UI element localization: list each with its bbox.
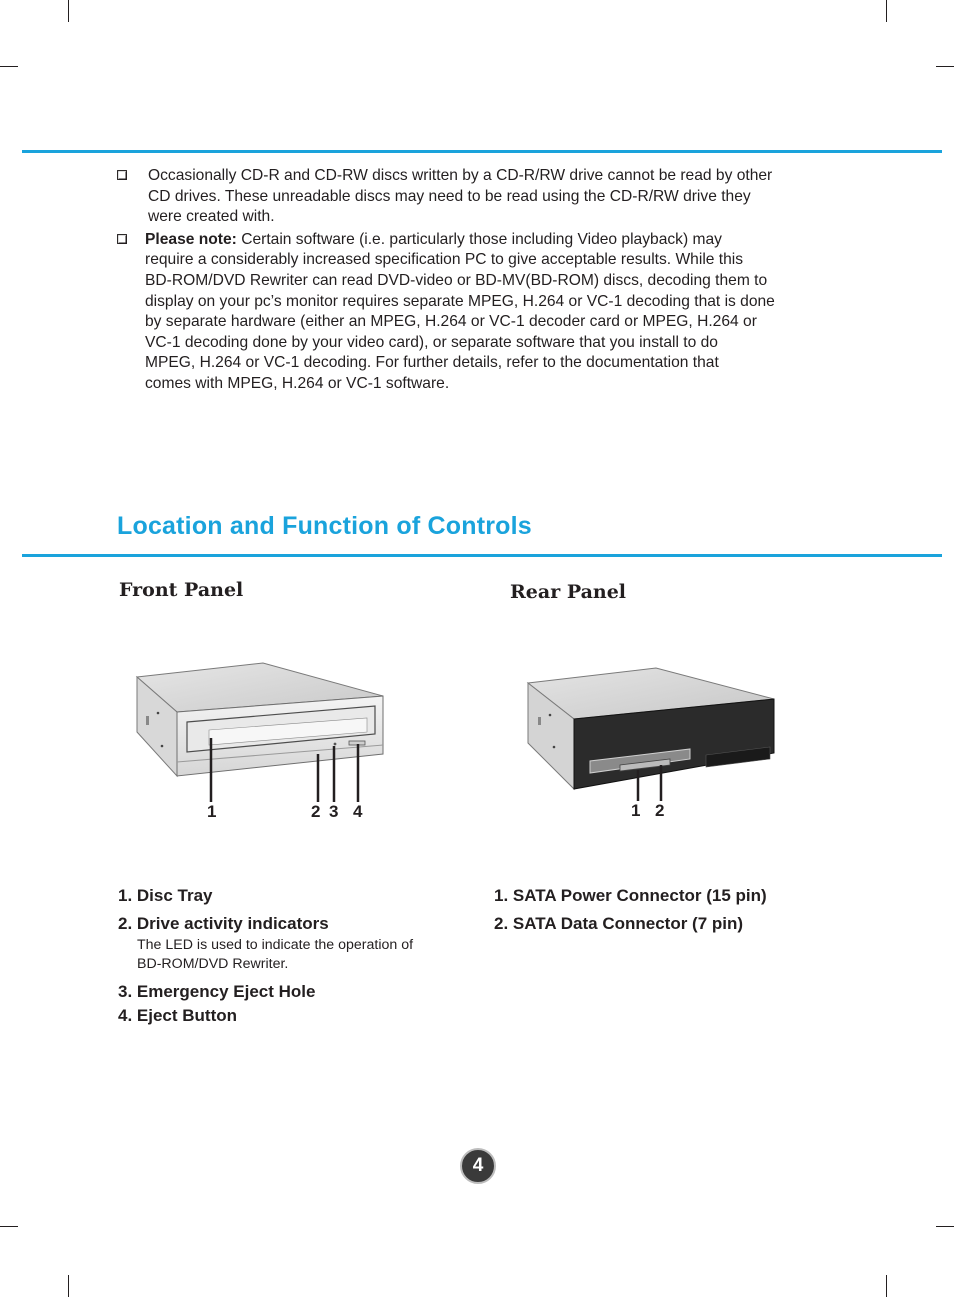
square-bullet-icon bbox=[117, 234, 127, 244]
crop-mark bbox=[0, 1226, 18, 1227]
callout-number: 2 bbox=[311, 802, 321, 821]
callout-number: 3 bbox=[329, 802, 339, 821]
callout-number: 2 bbox=[655, 801, 665, 820]
eject-hole-shape bbox=[334, 743, 337, 746]
list-item-note: The LED is used to indicate the operation of BD-ROM/DVD Rewriter. bbox=[137, 937, 414, 972]
crop-mark bbox=[886, 0, 887, 22]
note-item bbox=[117, 230, 842, 395]
list-item: 2. Drive activity indicators bbox=[118, 914, 329, 933]
note-bold-prefix: Please note: bbox=[145, 230, 242, 248]
note-text bbox=[145, 230, 842, 395]
callout-number: 1 bbox=[631, 801, 641, 820]
front-panel-diagram bbox=[125, 650, 415, 825]
crop-mark bbox=[68, 0, 69, 22]
list-item: 2. SATA Data Connector (7 pin) bbox=[494, 914, 744, 933]
note-item bbox=[117, 166, 842, 228]
section-title: Location and Function of Controls bbox=[117, 512, 532, 540]
front-panel-list bbox=[118, 884, 458, 1028]
callout-number: 1 bbox=[207, 802, 217, 821]
page-number-badge: 4 bbox=[460, 1148, 496, 1184]
section-rule bbox=[22, 554, 942, 557]
note-body: Certain software (i.e. particularly those including Video playback) may require a considerably increased specification PC to give acceptable results. While this BD-ROM/DVD Rewriter can read DVD-video or BD-MV(BD-ROM) discs, decoding them to display on your pc’s monitor requires separate MPEG, H.264 or VC-1 decoding that is done by separate hardware (either an MPEG, H.264 or VC-1 decoder card or MPEG, H.264 or VC-1 decoding done by your video card), or separate software that you install to do MPEG, H.264 or VC-1 decoding. For further details, refer to the documentation that comes with MPEG, H.264 or VC-1 software. bbox=[145, 230, 775, 392]
list-item: 1. SATA Power Connector (15 pin) bbox=[494, 886, 767, 905]
notes-list bbox=[117, 166, 842, 397]
header-rule bbox=[22, 150, 942, 153]
rear-panel-title: Rear Panel bbox=[510, 581, 627, 603]
list-item: 4. Eject Button bbox=[118, 1006, 238, 1025]
crop-mark bbox=[68, 1275, 69, 1297]
crop-mark bbox=[886, 1275, 887, 1297]
crop-mark bbox=[936, 66, 954, 67]
callout-number: 4 bbox=[353, 802, 363, 821]
front-panel-title: Front Panel bbox=[119, 579, 244, 601]
list-item: 3. Emergency Eject Hole bbox=[118, 982, 316, 1001]
square-bullet-icon bbox=[117, 170, 127, 180]
rear-panel-diagram bbox=[520, 655, 785, 825]
crop-mark bbox=[936, 1226, 954, 1227]
crop-mark bbox=[0, 66, 18, 67]
list-item: 1. Disc Tray bbox=[118, 886, 213, 905]
note-text: Occasionally CD-R and CD-RW discs written by a CD-R/RW drive cannot be read by other CD drives. These unreadable discs may need to be read using the CD-R/RW drive they were created with. bbox=[148, 167, 773, 226]
rear-panel-list bbox=[494, 884, 854, 936]
